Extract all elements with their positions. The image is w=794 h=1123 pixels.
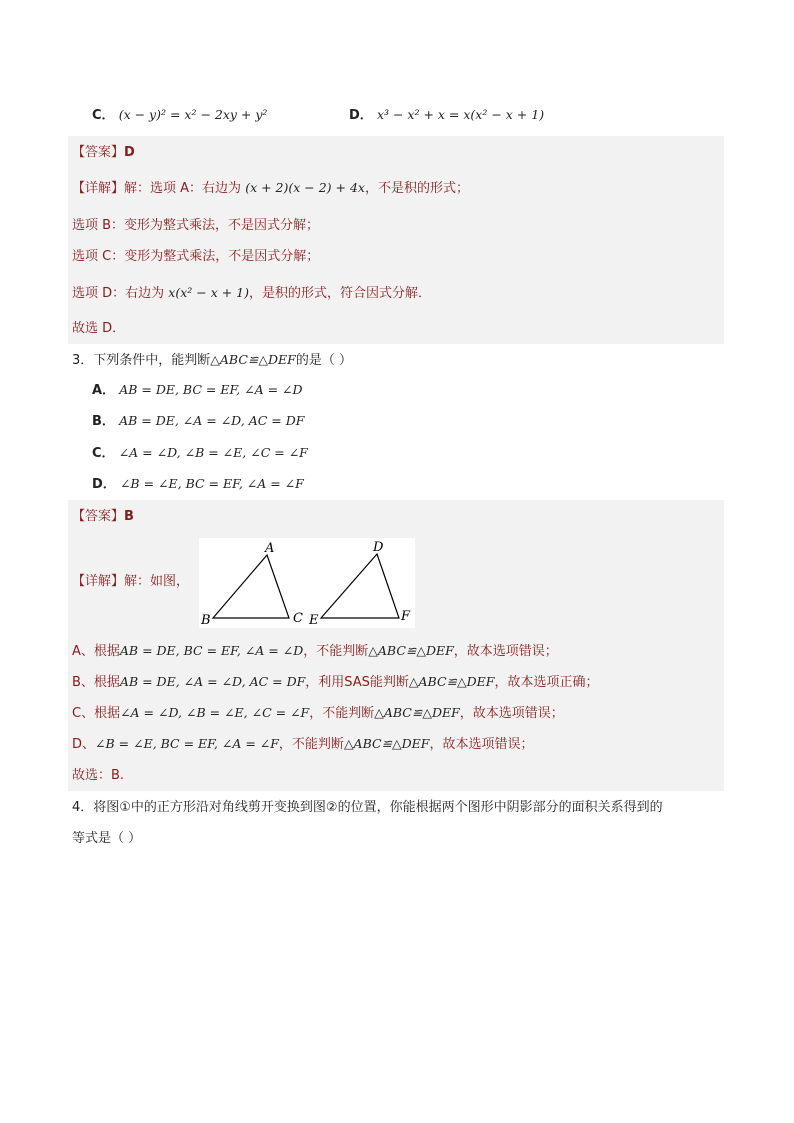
q2-detail-a bbox=[72, 178, 469, 199]
q4-stem-line1: 4．将图①中的正方形沿对角线剪开变换到图②的位置，你能根据两个图形中阴影部分的面积关系得到的 bbox=[72, 800, 663, 815]
detail-tag: 【详解】 bbox=[72, 181, 125, 196]
q3-conclusion: 故选：B. bbox=[72, 768, 125, 783]
detail-expression: △ABC≌△DEF bbox=[343, 736, 430, 751]
stem-text: 的是（ ） bbox=[295, 353, 352, 368]
option-letter: C． bbox=[92, 446, 115, 461]
q3-detail-line-d bbox=[72, 734, 533, 755]
detail-text: C、根据 bbox=[72, 706, 121, 721]
stem-expression: △ABC≌△DEF bbox=[210, 352, 296, 367]
q2-answer bbox=[72, 143, 135, 163]
q2-option-d bbox=[349, 105, 544, 126]
vertex-label-a: A bbox=[265, 541, 275, 556]
detail-text: ，利用SAS能判断 bbox=[305, 675, 409, 690]
detail-text: D、 bbox=[72, 737, 96, 752]
q3-answer bbox=[72, 507, 134, 527]
detail-expression: △ABC≌△DEF bbox=[374, 705, 460, 720]
option-expression: (x − y)² = x² − 2xy + y² bbox=[118, 107, 268, 122]
q2-solution-box bbox=[68, 136, 724, 344]
q2-conclusion: 故选 D． bbox=[72, 321, 126, 336]
option-letter: B． bbox=[92, 414, 115, 429]
option-expression: AB = DE, ∠A = ∠D, AC = DF bbox=[119, 413, 305, 428]
detail-text: ，故本选项错误； bbox=[429, 737, 534, 752]
option-expression: ∠A = ∠D, ∠B = ∠E, ∠C = ∠F bbox=[118, 445, 308, 460]
detail-text: ，不能判断 bbox=[278, 737, 344, 752]
detail-expression: (x + 2)(x − 2) + 4x bbox=[245, 180, 365, 195]
triangles-diagram bbox=[199, 538, 415, 628]
q3-option-a bbox=[92, 380, 303, 401]
q3-detail-line-a bbox=[72, 641, 558, 662]
detail-text: ，不能判断 bbox=[309, 706, 375, 721]
q3-option-d bbox=[92, 474, 304, 495]
detail-expression: x(x² − x + 1) bbox=[168, 285, 250, 300]
option-letter: D． bbox=[92, 477, 116, 492]
detail-text: ，故本选项错误； bbox=[459, 706, 564, 721]
detail-tag: 【详解】 bbox=[72, 574, 125, 589]
detail-expression: ∠B = ∠E, BC = EF, ∠A = ∠F bbox=[95, 736, 279, 751]
detail-expression: △ABC≌△DEF bbox=[368, 643, 454, 658]
detail-text: ，故本选项正确； bbox=[494, 675, 599, 690]
option-expression: ∠B = ∠E, BC = EF, ∠A = ∠F bbox=[119, 476, 304, 491]
detail-text: ，不能判断 bbox=[303, 644, 369, 659]
answer-value: D bbox=[124, 145, 135, 160]
answer-tag: 【答案】 bbox=[72, 509, 125, 524]
q3-stem bbox=[72, 350, 352, 371]
detail-text: ，是积的形式，符合因式分解． bbox=[249, 286, 432, 301]
answer-value: B bbox=[124, 509, 134, 524]
q3-option-c bbox=[92, 443, 308, 464]
detail-expression: △ABC≌△DEF bbox=[408, 674, 495, 689]
vertex-label-b: B bbox=[201, 613, 211, 628]
detail-text: 选项 D：右边为 bbox=[72, 286, 165, 301]
q2-detail-b: 选项 B：变形为整式乘法，不是因式分解； bbox=[72, 218, 320, 233]
vertex-label-d: D bbox=[373, 540, 384, 555]
option-expression: AB = DE, BC = EF, ∠A = ∠D bbox=[119, 382, 303, 397]
q3-detail-line-b bbox=[72, 672, 598, 693]
triangle-def bbox=[321, 554, 399, 618]
detail-text: 解：如图， bbox=[124, 574, 190, 589]
q3-option-b bbox=[92, 411, 304, 432]
detail-expression: ∠A = ∠D, ∠B = ∠E, ∠C = ∠F bbox=[120, 705, 310, 720]
option-letter: A． bbox=[92, 383, 116, 398]
option-letter: D． bbox=[349, 108, 373, 123]
q2-detail-d bbox=[72, 283, 431, 304]
answer-tag: 【答案】 bbox=[72, 145, 125, 160]
vertex-label-f: F bbox=[401, 609, 411, 624]
q3-detail-line-c bbox=[72, 703, 564, 724]
q3-detail-intro bbox=[72, 572, 189, 592]
q2-option-c bbox=[92, 105, 267, 126]
detail-text: ，故本选项错误； bbox=[453, 644, 558, 659]
vertex-label-e: E bbox=[309, 613, 319, 628]
triangles-figure bbox=[199, 538, 415, 628]
option-expression: x³ − x² + x = x(x² − x + 1) bbox=[376, 107, 545, 122]
option-letter: C． bbox=[92, 108, 115, 123]
detail-text: ，不是积的形式； bbox=[364, 181, 469, 196]
stem-text: 3．下列条件中，能判断 bbox=[72, 353, 211, 368]
vertex-label-c: C bbox=[293, 611, 303, 626]
detail-expression: AB = DE, ∠A = ∠D, AC = DF bbox=[119, 674, 306, 689]
q2-detail-c: 选项 C：变形为整式乘法，不是因式分解； bbox=[72, 249, 320, 264]
triangle-abc bbox=[213, 555, 289, 618]
detail-expression: AB = DE, BC = EF, ∠A = ∠D bbox=[119, 643, 304, 658]
detail-text: 解：选项 A：右边为 bbox=[124, 181, 242, 196]
detail-text: B、根据 bbox=[72, 675, 120, 690]
q4-stem-line2: 等式是（ ） bbox=[72, 831, 142, 846]
detail-text: A、根据 bbox=[72, 644, 120, 659]
